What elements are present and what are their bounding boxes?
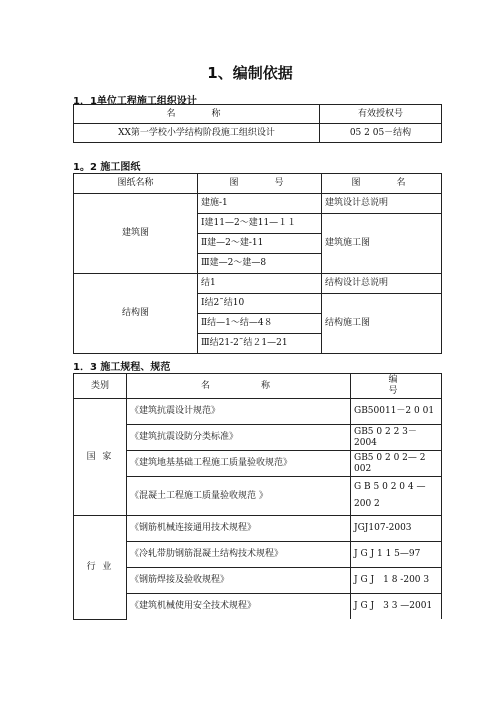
table-row xyxy=(74,194,442,214)
table-row xyxy=(74,516,442,542)
table-row xyxy=(74,568,442,594)
org-design-table xyxy=(73,104,442,143)
standard-code: J G J 1 1 5—97 xyxy=(351,542,442,568)
cell-auth-number: 05 2 05－结构 xyxy=(320,124,442,143)
table-header-row xyxy=(74,374,442,399)
standard-code: JGJ107-2003 xyxy=(351,516,442,542)
group-name: 建筑图 xyxy=(74,194,198,274)
drawing-title: 结构设计总说明 xyxy=(322,274,442,294)
group-name: 结构图 xyxy=(74,274,198,354)
table-row xyxy=(74,274,442,294)
standard-name: 《建筑抗震设计规范》 xyxy=(127,399,351,425)
drawing-number: Ⅲ建—2～建—8 xyxy=(198,254,322,274)
standard-code: GB5 0 2 0 2— 2 002 xyxy=(351,451,442,477)
standard-code: GB5 0 2 2 3－2004 xyxy=(351,425,442,451)
standard-name: 《建筑地基基础工程施工质量验收规范》 xyxy=(127,451,351,477)
header-category: 类别 xyxy=(74,374,127,399)
standard-code: J G J 1 8 -200 3 xyxy=(351,568,442,594)
section-heading-standards: 1．3 施工规程、规范 xyxy=(73,362,171,373)
drawing-number: 结1 xyxy=(198,274,322,294)
header-drawing-number: 图 号 xyxy=(198,174,322,194)
drawing-number: Ⅱ结—1～结—4８ xyxy=(198,314,322,334)
table-header-row xyxy=(74,105,442,124)
header-auth-number: 有效授权号 xyxy=(320,105,442,124)
drawing-title: 建筑设计总说明 xyxy=(322,194,442,214)
drawing-number: 建施-1 xyxy=(198,194,322,214)
header-standard-code: 编 号 xyxy=(351,374,442,399)
standard-name: 《钢筋机械连接通用技术规程》 xyxy=(127,516,351,542)
category-cell: 行 业 xyxy=(74,516,127,620)
table-header-row xyxy=(74,174,442,194)
standard-name: 《钢筋焊接及验收规程》 xyxy=(127,568,351,594)
table-row xyxy=(74,594,442,620)
table-row xyxy=(74,425,442,451)
standard-name: 《建筑机械使用安全技术规程》 xyxy=(127,594,351,620)
header-drawing-name: 图纸名称 xyxy=(74,174,198,194)
section-heading-org-design: 1．1单位工程施工组织设计 xyxy=(73,96,197,107)
standard-code: G B 5 0 2 0 4 —200 2 xyxy=(351,477,442,516)
standard-code: J G J 3 3 —2001 xyxy=(351,594,442,620)
drawings-table xyxy=(73,173,442,354)
standard-name: 《建筑抗震设防分类标准》 xyxy=(127,425,351,451)
drawing-number: Ⅰ结2˜结10 xyxy=(198,294,322,314)
page-title: 1、编制依据 xyxy=(207,64,293,82)
section-heading-drawings: 1。2 施工图纸 xyxy=(73,162,141,173)
table-row xyxy=(74,399,442,425)
header-standard-name: 名 称 xyxy=(127,374,351,399)
drawing-number: Ⅲ结21-2˜结２1—21 xyxy=(198,334,322,354)
standard-name: 《混凝土工程施工质量验收规范 》 xyxy=(127,477,351,516)
standards-table xyxy=(73,373,464,620)
drawing-title: 结构施工图 xyxy=(322,294,442,354)
standard-code: GB50011－2 0 01 xyxy=(351,399,442,425)
drawing-number: Ⅱ建—2～建-11 xyxy=(198,234,322,254)
cell-design-name: XX第一学校小学结构阶段施工组织设计 xyxy=(74,124,320,143)
drawing-title: 建筑施工图 xyxy=(322,214,442,274)
table-row xyxy=(74,451,442,477)
table-row xyxy=(74,477,442,516)
drawing-number: Ⅰ建11—2～建11—１１ xyxy=(198,214,322,234)
table-row xyxy=(74,124,442,143)
standard-name: 《冷轧带肋钢筋混凝土结构技术规程》 xyxy=(127,542,351,568)
category-cell: 国 家 xyxy=(74,399,127,516)
header-drawing-title: 图 名 xyxy=(322,174,442,194)
header-name: 名 称 xyxy=(74,105,320,124)
table-row xyxy=(74,542,442,568)
